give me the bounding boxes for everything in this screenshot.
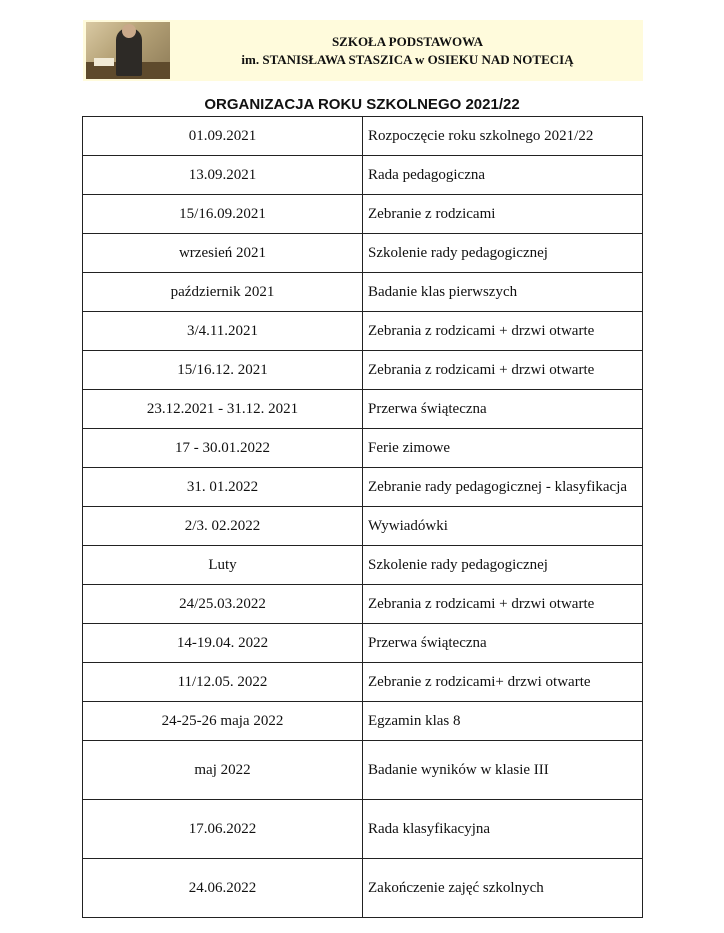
date-cell: 11/12.05. 2022 xyxy=(83,663,363,702)
event-cell: Egzamin klas 8 xyxy=(363,702,643,741)
school-name-line2: im. STANISŁAWA STASZICA w OSIEKU NAD NOTECIĄ xyxy=(241,51,574,67)
date-cell: 17.06.2022 xyxy=(83,800,363,859)
event-cell: Zebrania z rodzicami + drzwi otwarte xyxy=(363,351,643,390)
event-cell: Zebranie z rodzicami+ drzwi otwarte xyxy=(363,663,643,702)
school-name xyxy=(172,33,643,69)
event-cell: Zebranie z rodzicami xyxy=(363,195,643,234)
event-cell: Zebranie rady pedagogicznej - klasyfikacja xyxy=(363,468,643,507)
table-row xyxy=(83,585,643,624)
date-cell: 31. 01.2022 xyxy=(83,468,363,507)
table-row xyxy=(83,390,643,429)
date-cell: 24/25.03.2022 xyxy=(83,585,363,624)
date-cell: 01.09.2021 xyxy=(83,117,363,156)
table-row xyxy=(83,273,643,312)
date-cell: 15/16.09.2021 xyxy=(83,195,363,234)
date-cell: 13.09.2021 xyxy=(83,156,363,195)
event-cell: Wywiadówki xyxy=(363,507,643,546)
event-cell: Ferie zimowe xyxy=(363,429,643,468)
date-cell: październik 2021 xyxy=(83,273,363,312)
table-row xyxy=(83,702,643,741)
table-row xyxy=(83,468,643,507)
patron-portrait-image xyxy=(86,22,170,79)
date-cell: 24.06.2022 xyxy=(83,859,363,918)
date-cell: wrzesień 2021 xyxy=(83,234,363,273)
schedule-table xyxy=(82,116,643,918)
table-row xyxy=(83,195,643,234)
table-row xyxy=(83,234,643,273)
table-row xyxy=(83,117,643,156)
date-cell: 23.12.2021 - 31.12. 2021 xyxy=(83,390,363,429)
table-row xyxy=(83,351,643,390)
event-cell: Rada klasyfikacyjna xyxy=(363,800,643,859)
school-name-line1: SZKOŁA PODSTAWOWA xyxy=(331,33,484,49)
table-row xyxy=(83,312,643,351)
date-cell: 14-19.04. 2022 xyxy=(83,624,363,663)
date-cell: 24-25-26 maja 2022 xyxy=(83,702,363,741)
event-cell: Badanie klas pierwszych xyxy=(363,273,643,312)
table-row xyxy=(83,800,643,859)
table-row xyxy=(83,741,643,800)
event-cell: Przerwa świąteczna xyxy=(363,390,643,429)
date-cell: 3/4.11.2021 xyxy=(83,312,363,351)
event-cell: Rada pedagogiczna xyxy=(363,156,643,195)
table-row xyxy=(83,663,643,702)
date-cell: maj 2022 xyxy=(83,741,363,800)
event-cell: Szkolenie rady pedagogicznej xyxy=(363,234,643,273)
table-row xyxy=(83,624,643,663)
event-cell: Zakończenie zajęć szkolnych xyxy=(363,859,643,918)
table-row xyxy=(83,507,643,546)
table-row xyxy=(83,429,643,468)
event-cell: Badanie wyników w klasie III xyxy=(363,741,643,800)
event-cell: Przerwa świąteczna xyxy=(363,624,643,663)
event-cell: Rozpoczęcie roku szkolnego 2021/22 xyxy=(363,117,643,156)
date-cell: Luty xyxy=(83,546,363,585)
date-cell: 15/16.12. 2021 xyxy=(83,351,363,390)
page-title: ORGANIZACJA ROKU SZKOLNEGO 2021/22 xyxy=(204,96,520,113)
date-cell: 2/3. 02.2022 xyxy=(83,507,363,546)
event-cell: Szkolenie rady pedagogicznej xyxy=(363,546,643,585)
table-row xyxy=(83,546,643,585)
date-cell: 17 - 30.01.2022 xyxy=(83,429,363,468)
table-row xyxy=(83,859,643,918)
school-header xyxy=(83,20,643,81)
event-cell: Zebrania z rodzicami + drzwi otwarte xyxy=(363,312,643,351)
event-cell: Zebrania z rodzicami + drzwi otwarte xyxy=(363,585,643,624)
table-row xyxy=(83,156,643,195)
